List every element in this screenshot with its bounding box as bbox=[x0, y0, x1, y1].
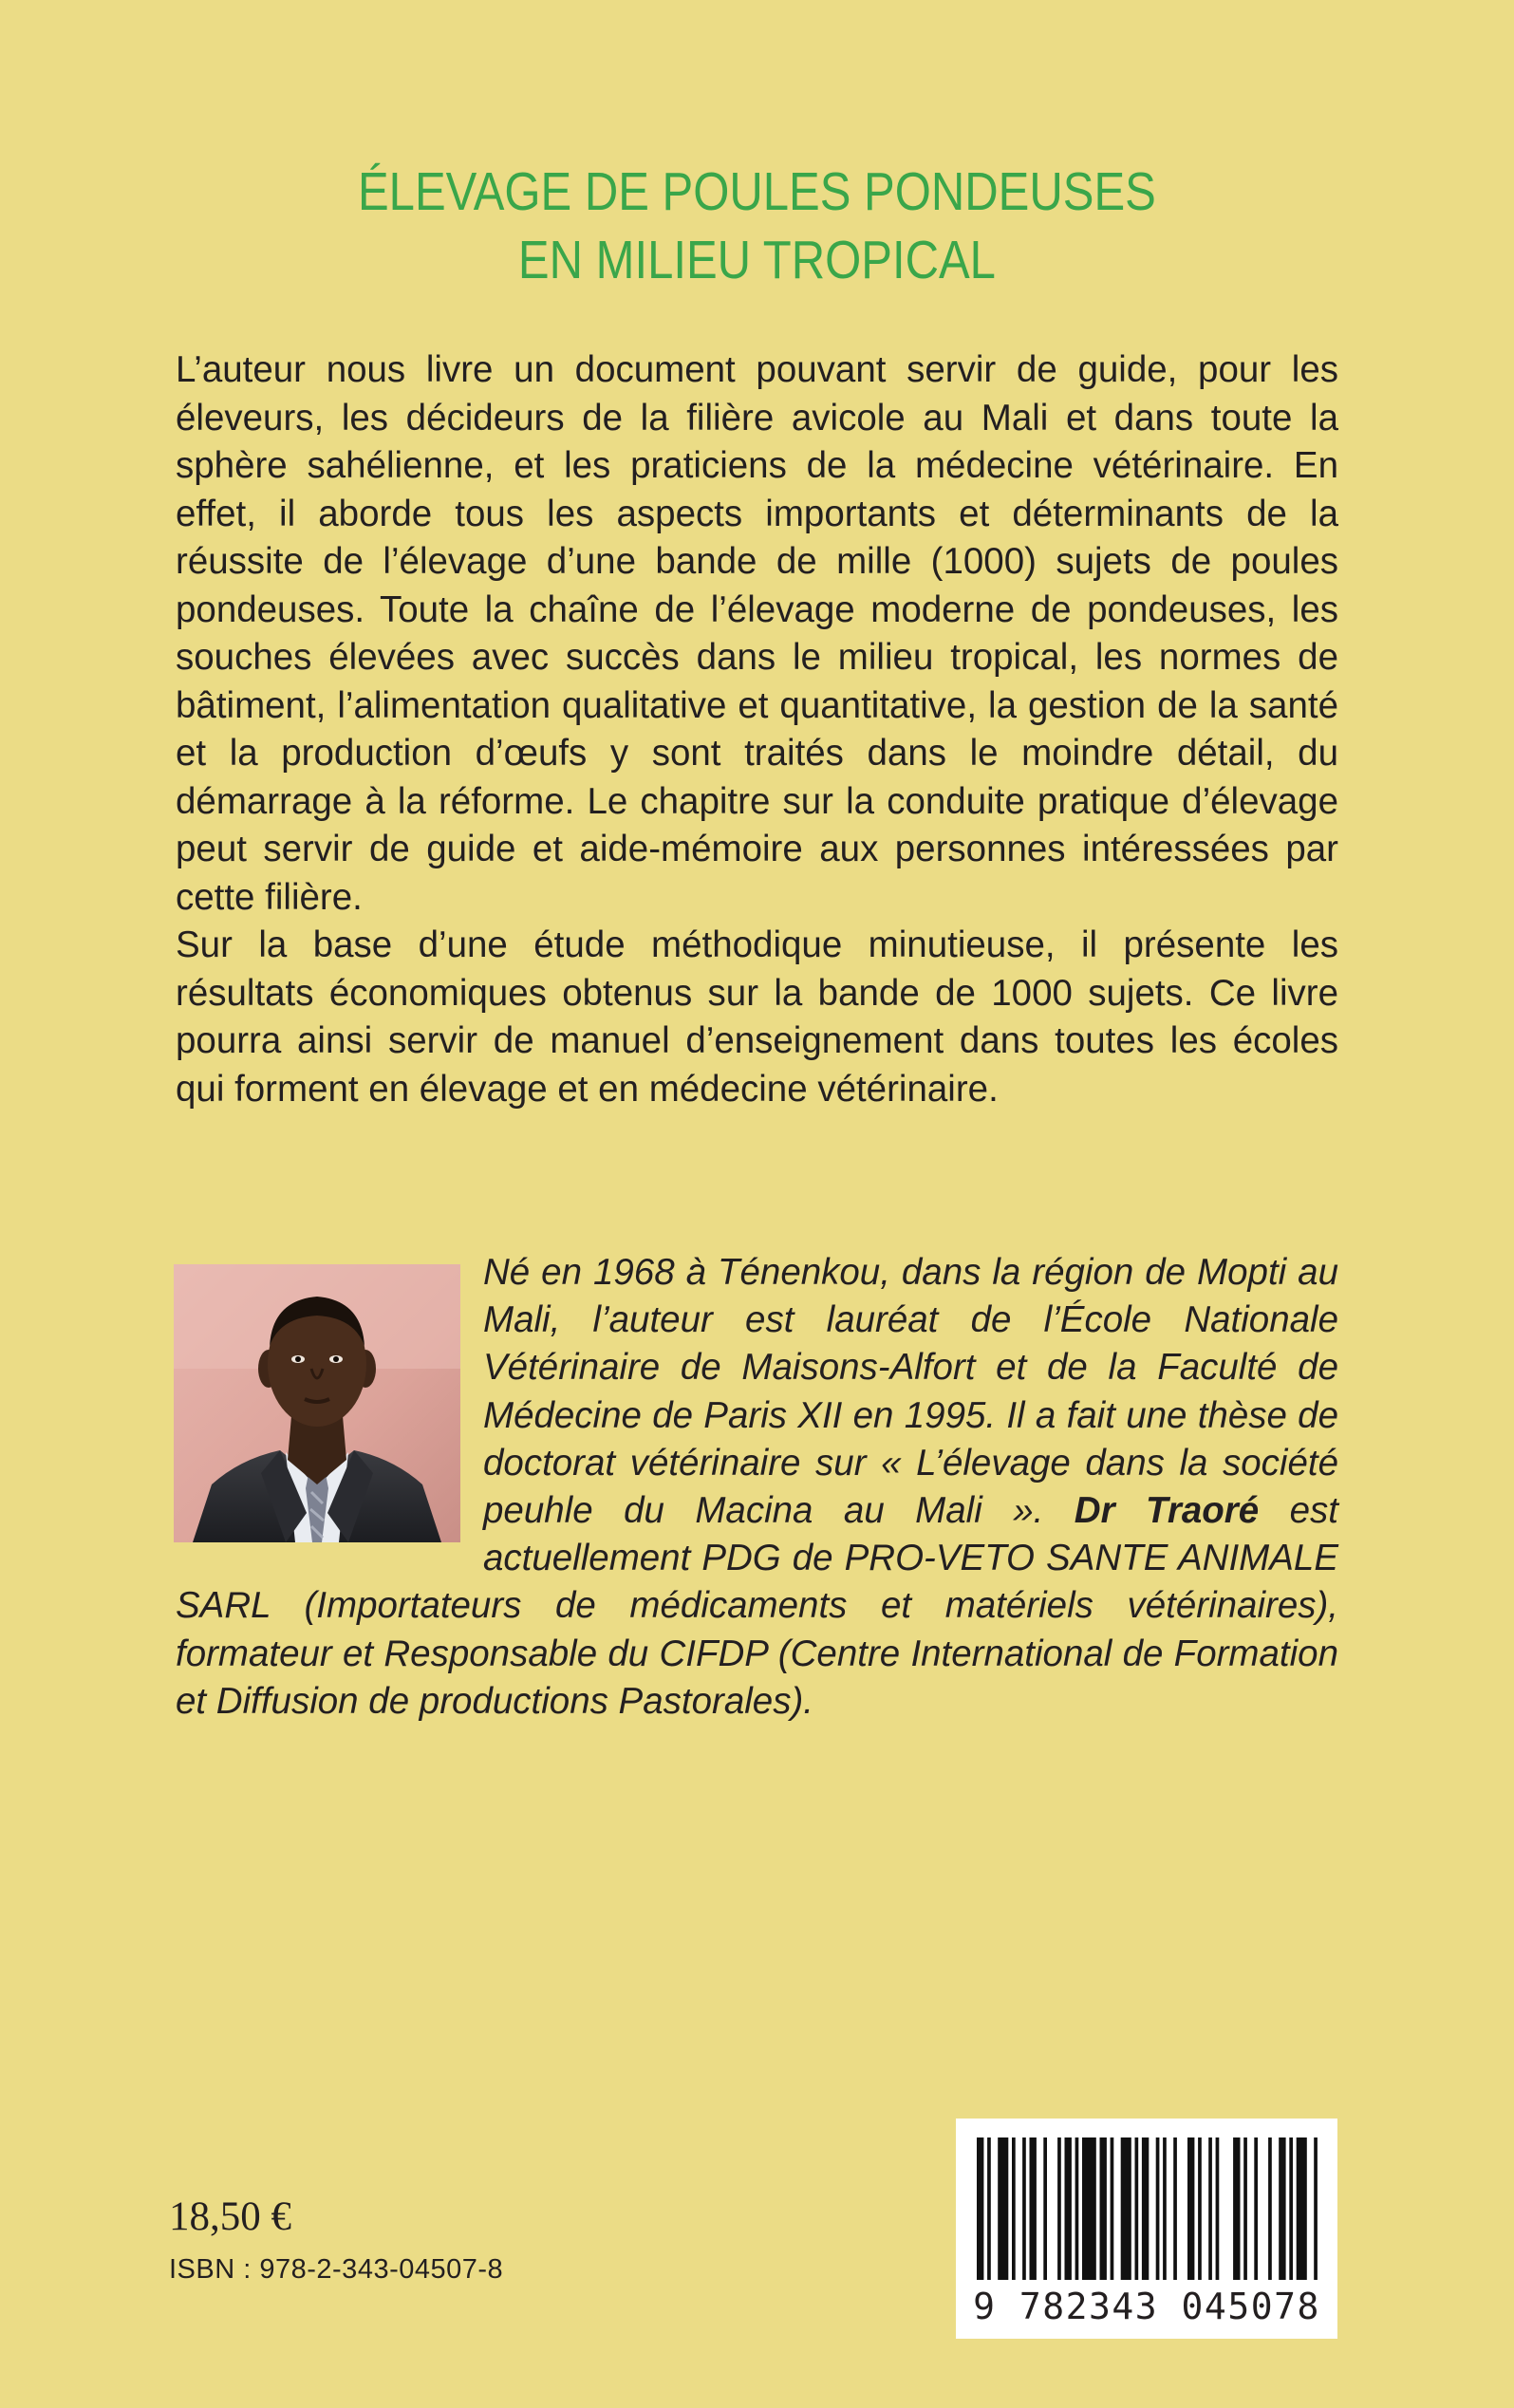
summary-paragraph-2: Sur la base d’une étude méthodique minutieuse, il présente les résultats économiques obtenus sur la bande de 1000 sujets. Ce livre pourra ainsi servir de manuel d’enseignement dans toutes les écoles qui forment en élevage et en médecine vétérinaire. bbox=[176, 924, 1338, 1110]
bio-text-after: est actuellement PDG de PRO-VETO SANTE ANIMALE SARL (Importateurs de médicaments et matériels vétérinaires), formateur et Responsable du CIFDP (Centre International de Formation et Diffusion de productions Pastorales). bbox=[176, 1490, 1338, 1722]
book-title-line-2: EN MILIEU TROPICAL bbox=[517, 230, 996, 290]
barcode-bar bbox=[1216, 2137, 1220, 2280]
barcode-digits: 9 782343 045078 bbox=[973, 2286, 1320, 2327]
barcode-bar bbox=[998, 2137, 1008, 2280]
barcode-bar bbox=[1100, 2137, 1107, 2280]
barcode-bar bbox=[1012, 2137, 1016, 2280]
author-name: Dr Traoré bbox=[1074, 1490, 1260, 1532]
barcode-bar bbox=[1289, 2137, 1293, 2280]
barcode-bar bbox=[1163, 2137, 1167, 2280]
barcode-bar bbox=[987, 2137, 991, 2280]
barcode-bar bbox=[1187, 2137, 1194, 2280]
barcode-bar bbox=[1057, 2137, 1061, 2280]
barcode-bar bbox=[1314, 2137, 1318, 2280]
barcode-bar bbox=[1198, 2137, 1202, 2280]
barcode-bar bbox=[1075, 2137, 1079, 2280]
barcode-bar bbox=[1279, 2137, 1285, 2280]
barcode bbox=[956, 2119, 1337, 2339]
barcode-bar bbox=[1030, 2137, 1037, 2280]
barcode-bar bbox=[1082, 2137, 1096, 2280]
barcode-bar bbox=[1297, 2137, 1307, 2280]
barcode-bar bbox=[1142, 2137, 1149, 2280]
barcode-bar bbox=[1173, 2137, 1177, 2280]
book-title-line-1: ÉLEVAGE DE POULES PONDEUSES bbox=[357, 161, 1156, 222]
book-summary bbox=[176, 346, 1338, 1113]
book-title bbox=[106, 158, 1409, 294]
barcode-bar bbox=[1121, 2137, 1131, 2280]
author-portrait-image bbox=[174, 1264, 460, 1542]
barcode-bar bbox=[1065, 2137, 1072, 2280]
summary-paragraph-1: L’auteur nous livre un document pouvant servir de guide, pour les éleveurs, les décideurs de la filière avicole au Mali et dans toute la sphère sahélienne, et les praticiens de la médecine vétérinaire. En effet, il aborde tous les aspects importants et déterminants de la réussite de l’élevage d’une bande de mille (1000) sujets de poules pondeuses. Toute la chaîne de l’élevage moderne de pondeuses, les souches élevées avec succès dans le milieu tropical, les normes de bâtiment, l’alimentation qualitative et quantitative, la gestion de la santé et la production d’œufs y sont traités dans le moindre détail, du démarrage à la réforme. Le chapitre sur la conduite pratique d’élevage peut servir de guide et aide-mémoire aux personnes intéressées par cette filière. bbox=[176, 349, 1338, 918]
barcode-bar bbox=[1233, 2137, 1240, 2280]
barcode-bar bbox=[977, 2137, 983, 2280]
barcode-bar bbox=[1254, 2137, 1258, 2280]
barcode-bar bbox=[1111, 2137, 1114, 2280]
isbn: ISBN : 978-2-343-04507-8 bbox=[169, 2254, 504, 2285]
barcode-bar bbox=[1243, 2137, 1247, 2280]
barcode-bar bbox=[1022, 2137, 1026, 2280]
barcode-bar bbox=[1043, 2137, 1047, 2280]
barcode-bar bbox=[1208, 2137, 1212, 2280]
author-photo bbox=[174, 1264, 460, 1542]
bio-text-before: Né en 1968 à Ténenkou, dans la région de Mopti au Mali, l’auteur est lauréat de l’École Nationale Vétérinaire de Maisons-Alfort et de la Faculté de Médecine de Paris XII en 1995. Il a fait une thèse de doctorat vétérinaire sur « L’élevage dans la société peuhle du Macina au Mali ». bbox=[483, 1252, 1338, 1532]
price: 18,50 € bbox=[169, 2194, 291, 2239]
barcode-bar bbox=[1156, 2137, 1160, 2280]
barcode-bar bbox=[1268, 2137, 1272, 2280]
barcode-bar bbox=[1135, 2137, 1139, 2280]
